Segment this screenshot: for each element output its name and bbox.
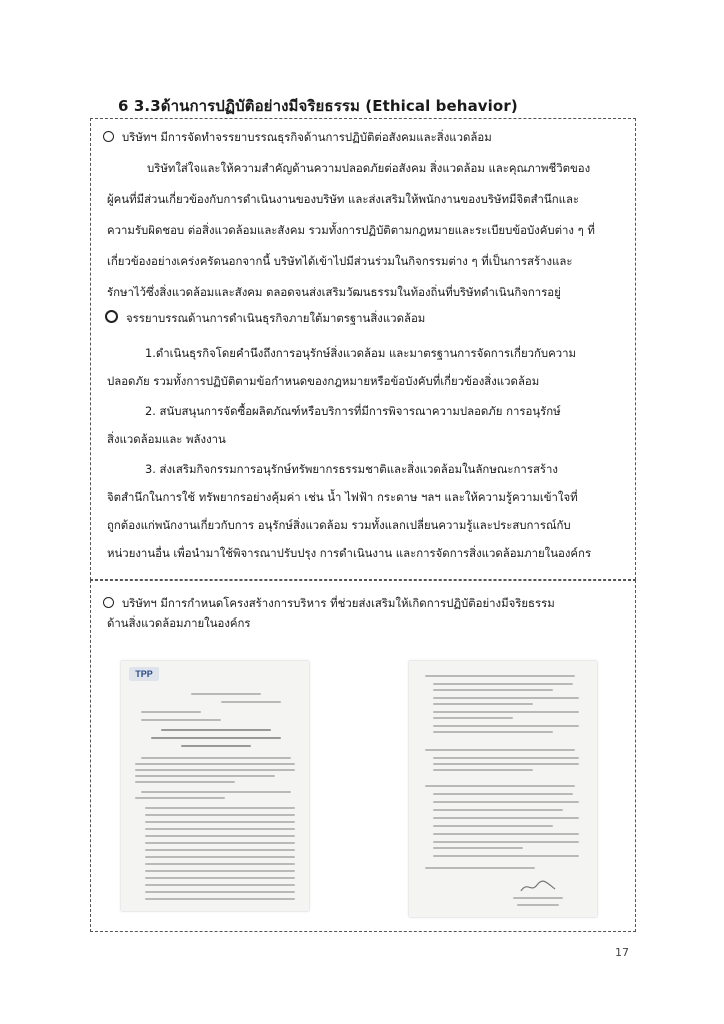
policy-item-2-title: จรรยาบรรณด้านการดำเนินธุรกิจภายใต้มาตรฐานสิ่งแวดล้อม	[126, 311, 426, 325]
paragraph-line: เกี่ยวข้องอย่างเคร่งครัดนอกจากนี้ บริษัทได้เข้าไปมีส่วนร่วมในกิจกรรมต่าง ๆ ที่เป็นการสร้างและ	[107, 254, 573, 268]
list-item-line: 1.ดำเนินธุรกิจโดยคำนึงถึงการอนุรักษ์สิ่งแวดล้อม และมาตรฐานการจัดการเกี่ยวกับความ	[145, 346, 577, 360]
policy-item-1-title: บริษัทฯ มีการจัดทำจรรยาบรรณธุรกิจด้านการปฏิบัติต่อสังคมและสิ่งแวดล้อม	[122, 130, 492, 144]
bullet-circle-icon	[103, 131, 114, 142]
company-logo: TPP	[129, 667, 159, 681]
list-item-line: ถูกต้องแก่พนักงานเกี่ยวกับการ อนุรักษ์สิ่งแวดล้อม รวมทั้งแลกเปลี่ยนความรู้และประสบการณ์กับ	[107, 518, 571, 532]
structure-item-title-cont: ด้านสิ่งแวดล้อมภายในองค์กร	[107, 616, 251, 630]
scanned-appointment-document	[121, 661, 309, 911]
bullet-circle-icon	[103, 597, 114, 608]
list-item-line: ปลอดภัย รวมทั้งการปฏิบัติตามข้อกำหนดของกฎหมายหรือข้อบังคับที่เกี่ยวข้องสิ่งแวดล้อม	[107, 374, 540, 388]
list-item-line: หน่วยงานอื่น เพื่อนำมาใช้พิจารณาปรับปรุง การดำเนินงาน และการจัดการสิ่งแวดล้อมภายในองค์กร	[107, 546, 592, 560]
paragraph-line: รักษาไว้ซึ่งสิ่งแวดล้อมและสังคม ตลอดจนส่งเสริมวัฒนธรรมในท้องถิ่นที่บริษัทดำเนินกิจการอยู่	[107, 285, 561, 299]
paragraph-line: ความรับผิดชอบ ต่อสิ่งแวดล้อมและสังคม รวมทั้งการปฏิบัติตามกฎหมายและระเบียบข้อบังคับต่าง ๆ ที่	[107, 223, 595, 237]
bullet-circle-icon	[105, 310, 118, 323]
list-item-line: 3. ส่งเสริมกิจกรรมการอนุรักษ์ทรัพยากรธรรมชาติและสิ่งแวดล้อมในลักษณะการสร้าง	[145, 462, 558, 476]
ethics-policy-box	[90, 118, 636, 580]
page-number: 17	[615, 946, 629, 959]
paragraph-line: บริษัทใส่ใจและให้ความสำคัญด้านความปลอดภัยต่อสังคม สิ่งแวดล้อม และคุณภาพชีวิตของ	[147, 161, 591, 175]
policy-item-1	[103, 129, 492, 145]
section-heading: 6 3.3ด้านการปฏิบัติอย่างมีจริยธรรม (Ethical behavior)	[118, 97, 518, 115]
paragraph-line: ผู้คนที่มีส่วนเกี่ยวข้องกับการดำเนินงานของบริษัท และส่งเสริมให้พนักงานของบริษัทมีจิตสำนึกและ	[107, 192, 580, 206]
list-item-line: 2. สนับสนุนการจัดซื้อผลิตภัณฑ์หรือบริการที่มีการพิจารณาความปลอดภัย การอนุรักษ์	[145, 404, 561, 418]
policy-item-2	[105, 310, 425, 326]
list-item-line: สิ่งแวดล้อมและ พลังงาน	[107, 432, 226, 446]
list-item-line: จิตสำนึกในการใช้ ทรัพยากรอย่างคุ้มค่า เช่น น้ำ ไฟฟ้า กระดาษ ฯลฯ และให้ความรู้ความเข้าใจที่	[107, 490, 578, 504]
management-structure-box	[90, 580, 636, 932]
structure-item	[103, 595, 555, 611]
structure-item-title: บริษัทฯ มีการกำหนดโครงสร้างการบริหาร ที่ช่วยส่งเสริมให้เกิดการปฏิบัติอย่างมีจริยธรรม	[122, 596, 555, 610]
scanned-duties-document	[409, 661, 597, 917]
signature-icon	[519, 879, 559, 895]
